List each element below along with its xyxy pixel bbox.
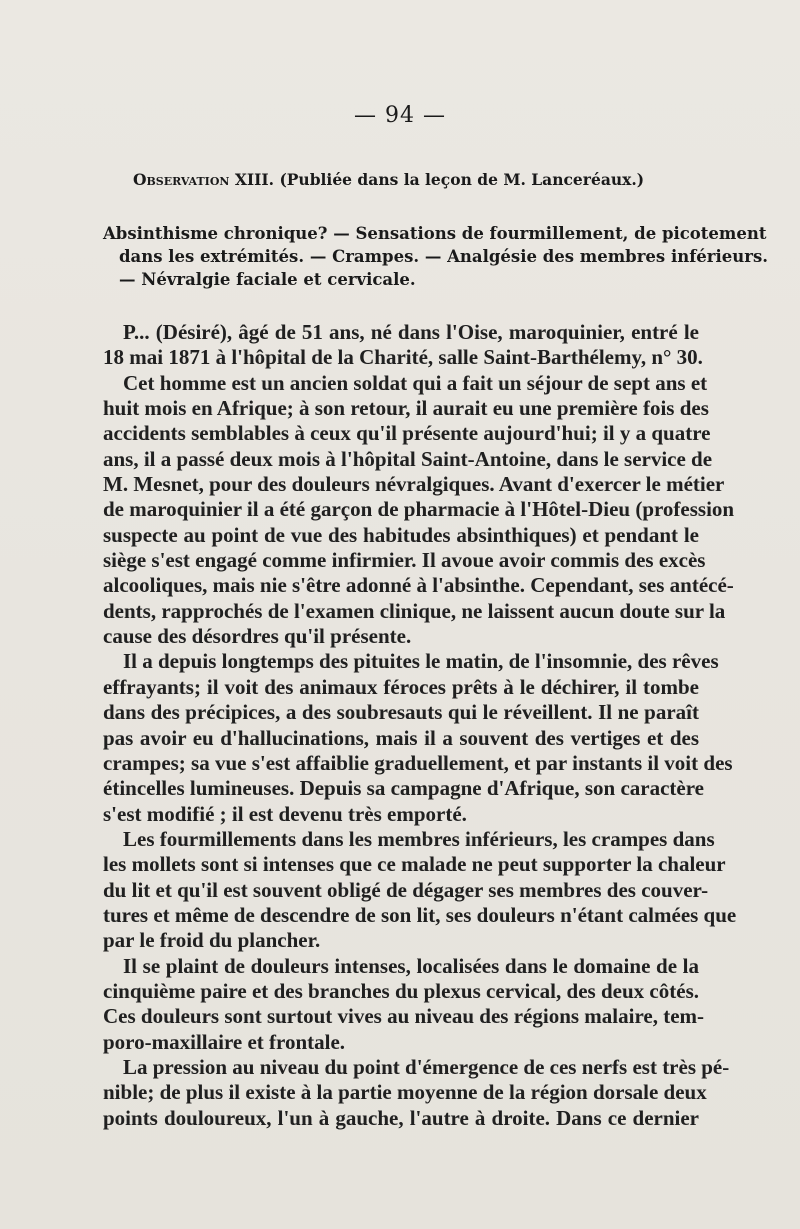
body-line: siège s'est engagé comme infirmier. Il avoue avoir commis des excès <box>103 548 706 573</box>
body-line: Ces douleurs sont surtout vives au niveau des régions malaire, tem- <box>103 1004 705 1029</box>
body-line: pas avoir eu d'hallucinations, mais il a souvent des vertiges et des <box>103 725 699 750</box>
observation-title: XIII. (Publiée dans la leçon de M. Lanceréaux.) <box>234 170 645 189</box>
body-line: poro-maxillaire et frontale. <box>103 1029 346 1054</box>
body-line: par le froid du plancher. <box>103 928 321 953</box>
body-line: effrayants; il voit des animaux féroces prêts à le déchirer, il tombe <box>103 674 699 699</box>
case-body-text <box>103 320 737 1131</box>
observation-heading <box>133 170 733 189</box>
body-line: crampes; sa vue s'est affaiblie graduellement, et par instants il voit des <box>103 750 733 775</box>
body-line: tures et même de descendre de son lit, ses douleurs n'étant calmées que <box>103 902 737 927</box>
summary-line: Absinthisme chronique? — Sensations de fourmillement, de picotement <box>103 224 767 243</box>
body-line: dans des précipices, a des soubresauts qui le réveillent. Il ne paraît <box>103 700 699 725</box>
body-line: étincelles lumineuses. Depuis sa campagne d'Afrique, son caractère <box>103 776 704 801</box>
body-line: ans, il a passé deux mois à l'hôpital Saint-Antoine, dans le service de <box>103 446 713 471</box>
body-line: nible; de plus il existe à la partie moyenne de la région dorsale deux <box>103 1080 707 1105</box>
page-number: — 94 — <box>354 103 446 128</box>
body-line: du lit et qu'il est souvent obligé de dégager ses membres des couver- <box>103 877 709 902</box>
body-line: cause des désordres qu'il présente. <box>103 624 412 649</box>
body-line: Cet homme est un ancien soldat qui a fait un séjour de sept ans et <box>123 370 708 395</box>
body-line: de maroquinier il a été garçon de pharmacie à l'Hôtel-Dieu (profession <box>103 497 735 522</box>
body-line: Les fourmillements dans les membres inférieurs, les crampes dans <box>123 826 715 851</box>
body-line: points douloureux, l'un à gauche, l'autre à droite. Dans ce dernier <box>103 1105 699 1130</box>
observation-label: Observation <box>133 170 230 189</box>
summary-line: dans les extrémités. — Crampes. — Analgésie des membres inférieurs. <box>119 247 768 266</box>
body-line: Il a depuis longtemps des pituites le matin, de l'insomnie, des rêves <box>123 649 719 674</box>
case-summary <box>103 222 768 291</box>
body-line: les mollets sont si intenses que ce malade ne peut supporter la chaleur <box>103 852 726 877</box>
body-line: s'est modifié ; il est devenu très emporté. <box>103 801 467 826</box>
body-line: 18 mai 1871 à l'hôpital de la Charité, salle Saint-Barthélemy, n° 30. <box>103 345 703 370</box>
body-line: M. Mesnet, pour des douleurs névralgiques. Avant d'exercer le métier <box>103 472 725 497</box>
body-line: P... (Désiré), âgé de 51 ans, né dans l'Oise, maroquinier, entré le <box>123 320 699 344</box>
body-line: huit mois en Afrique; à son retour, il aurait eu une première fois des <box>103 396 709 421</box>
body-line: La pression au niveau du point d'émergence de ces nerfs est très pé- <box>123 1054 730 1079</box>
body-line: Il se plaint de douleurs intenses, localisées dans le domaine de la <box>123 953 699 978</box>
body-line: suspecte au point de vue des habitudes absinthiques) et pendant le <box>103 522 699 547</box>
body-line: dents, rapprochés de l'examen clinique, ne laissent aucun doute sur la <box>103 598 726 623</box>
body-line: cinquième paire et des branches du plexus cervical, des deux côtés. <box>103 978 699 1003</box>
body-line: accidents semblables à ceux qu'il présente aujourd'hui; il y a quatre <box>103 421 711 446</box>
summary-line: — Névralgie faciale et cervicale. <box>119 270 416 289</box>
body-line: alcooliques, mais nie s'être adonné à l'absinthe. Cependant, ses antécé- <box>103 573 734 598</box>
